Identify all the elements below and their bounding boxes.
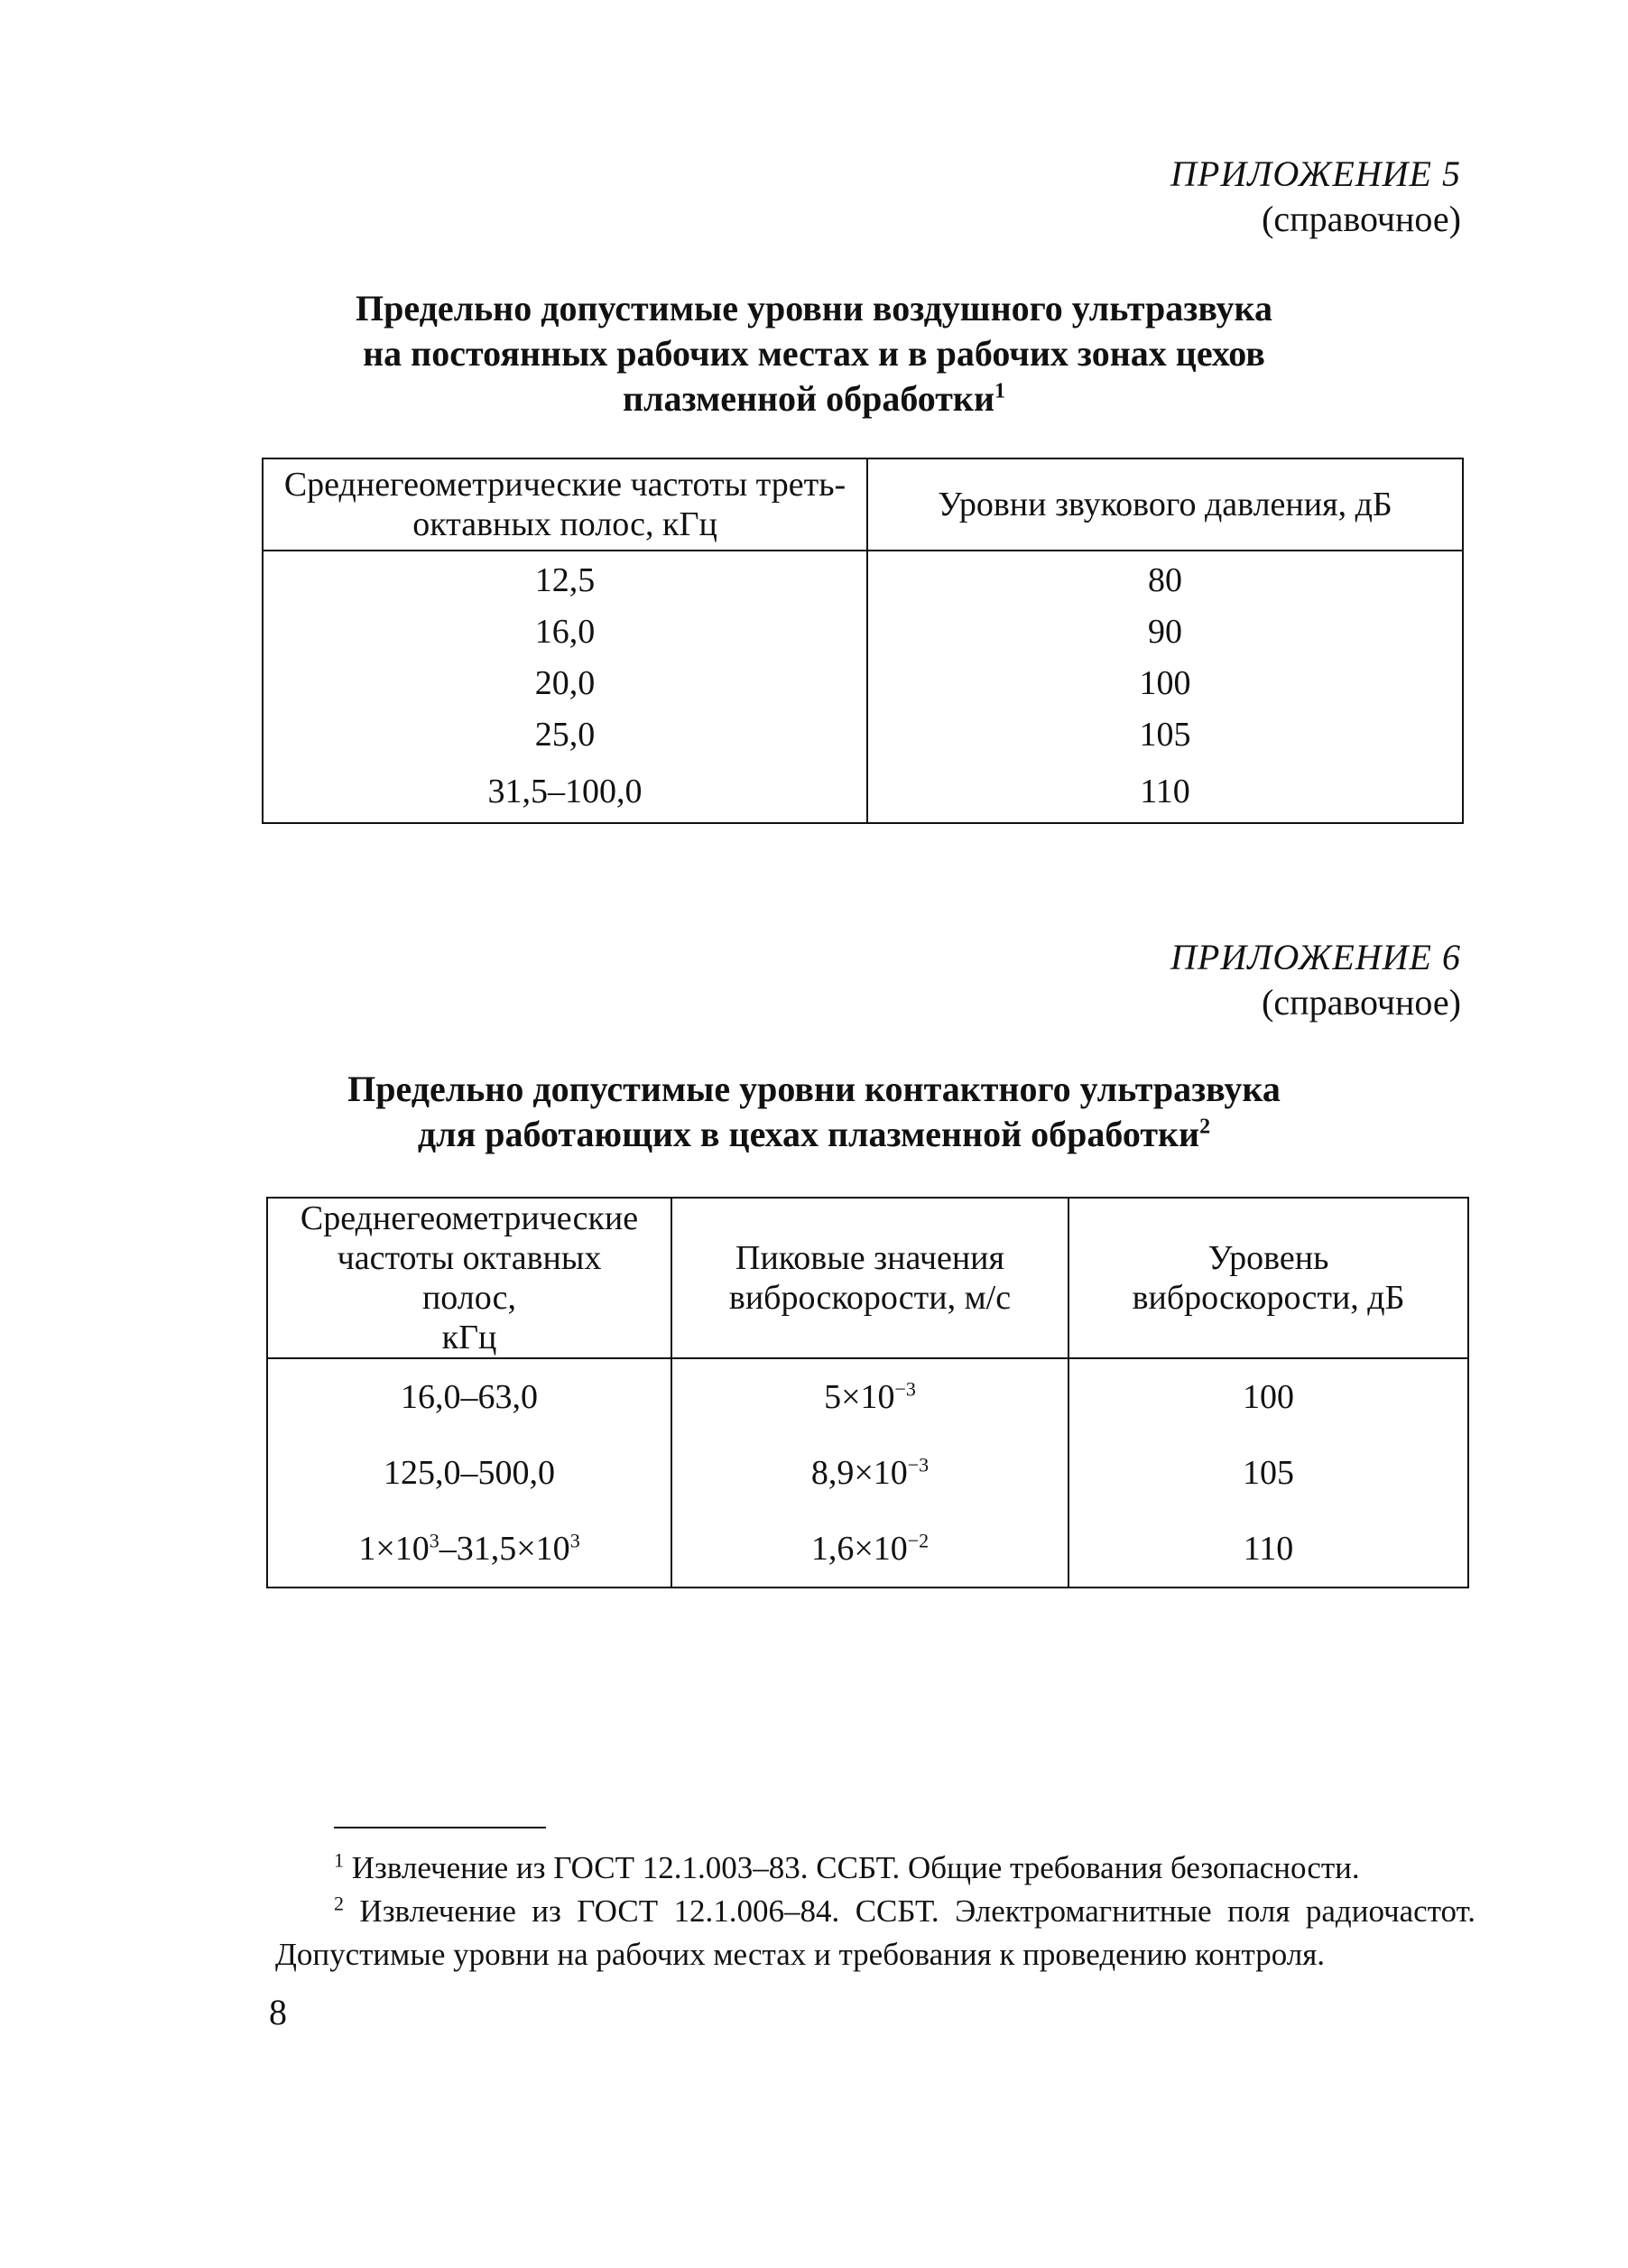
cell-frequency: 31,5–100,0 bbox=[263, 761, 867, 823]
peak-exponent: −3 bbox=[894, 1377, 916, 1401]
appendix-6-number: ПРИЛОЖЕНИЕ 6 bbox=[1170, 937, 1461, 977]
peak-exponent: −2 bbox=[907, 1529, 930, 1552]
footnote-2 bbox=[275, 1890, 1475, 1976]
table-header-row bbox=[263, 458, 1463, 551]
appendix-5-number: ПРИЛОЖЕНИЕ 5 bbox=[1170, 153, 1461, 194]
column-header-frequency bbox=[267, 1198, 671, 1358]
air-ultrasound-table bbox=[262, 458, 1464, 824]
appendix-5-kind: (справочное) bbox=[1262, 199, 1461, 239]
cell-level: 110 bbox=[867, 761, 1463, 823]
header-line: кГц bbox=[441, 1319, 497, 1356]
appendix-5-title-line-1: Предельно допустимые уровни воздушного ультразвука bbox=[356, 288, 1272, 329]
footnote-text: Извлечение из ГОСТ 12.1.006–84. ССБТ. Электромагнитные поля радиочастот. Допустимые уровни на рабочих местах и требования к проведению контроля. bbox=[275, 1893, 1475, 1972]
appendix-5-label bbox=[1170, 152, 1461, 242]
header-line: Среднегеометрические частоты треть- bbox=[283, 466, 846, 504]
page-number: 8 bbox=[269, 1992, 287, 2032]
column-header-pressure-level: Уровни звукового давления, дБ bbox=[867, 458, 1463, 551]
freq-exponent: 3 bbox=[569, 1529, 580, 1552]
appendix-5-title-line-3-text: плазменной обработки bbox=[622, 378, 995, 419]
appendix-6-title-line-2 bbox=[0, 1112, 1628, 1157]
freq-part: 16,0–63,0 bbox=[401, 1378, 538, 1416]
footnote-separator bbox=[334, 1827, 546, 1828]
table-row bbox=[267, 1358, 1468, 1435]
cell-level: 105 bbox=[867, 709, 1463, 761]
table-row bbox=[263, 658, 1463, 709]
cell-level: 105 bbox=[1068, 1435, 1468, 1511]
cell-frequency bbox=[267, 1358, 671, 1435]
header-line: виброскорости, дБ bbox=[1132, 1279, 1405, 1317]
footnote-ref-2: 2 bbox=[1199, 1115, 1211, 1139]
footnote-1 bbox=[275, 1847, 1475, 1890]
table-row bbox=[263, 606, 1463, 658]
peak-base: 8,9×10 bbox=[810, 1454, 908, 1492]
peak-exponent: −3 bbox=[907, 1453, 930, 1477]
column-header-frequency bbox=[263, 458, 867, 551]
column-header-velocity-level bbox=[1068, 1198, 1468, 1358]
header-line: Среднегеометрические bbox=[300, 1199, 639, 1237]
header-line: виброскорости, м/с bbox=[728, 1279, 1012, 1317]
contact-ultrasound-table bbox=[266, 1197, 1469, 1588]
table-row bbox=[263, 551, 1463, 606]
footnote-mark: 1 bbox=[334, 1848, 344, 1872]
table-row bbox=[267, 1511, 1468, 1588]
cell-level: 90 bbox=[867, 606, 1463, 658]
peak-base: 1,6×10 bbox=[810, 1530, 908, 1568]
cell-peak-velocity bbox=[671, 1511, 1068, 1588]
cell-frequency: 25,0 bbox=[263, 709, 867, 761]
table-row bbox=[263, 709, 1463, 761]
header-line: октавных полос, кГц bbox=[412, 505, 717, 543]
footnote-mark: 2 bbox=[334, 1892, 344, 1915]
cell-frequency: 12,5 bbox=[263, 551, 867, 606]
footnote-ref-1: 1 bbox=[994, 379, 1006, 403]
cell-level: 110 bbox=[1068, 1511, 1468, 1588]
appendix-6-title bbox=[0, 1067, 1628, 1157]
peak-base: 5×10 bbox=[824, 1378, 895, 1416]
cell-level: 100 bbox=[867, 658, 1463, 709]
freq-part: 125,0–500,0 bbox=[384, 1454, 555, 1492]
cell-peak-velocity bbox=[671, 1358, 1068, 1435]
appendix-6-label bbox=[1170, 935, 1461, 1025]
appendix-6-kind: (справочное) bbox=[1262, 982, 1461, 1023]
header-line: частоты октавных полос, bbox=[337, 1239, 602, 1317]
column-header-peak-velocity bbox=[671, 1198, 1068, 1358]
footnote-text: Извлечение из ГОСТ 12.1.003–83. ССБТ. Общие требования безопасности. bbox=[344, 1850, 1360, 1885]
cell-frequency: 16,0 bbox=[263, 606, 867, 658]
appendix-5-title bbox=[0, 286, 1628, 421]
appendix-6-title-line-2-text: для работающих в цехах плазменной обработки bbox=[417, 1114, 1200, 1154]
header-line: Пиковые значения bbox=[735, 1239, 1004, 1277]
table-header-row bbox=[267, 1198, 1468, 1358]
cell-frequency: 20,0 bbox=[263, 658, 867, 709]
appendix-6-title-line-1: Предельно допустимые уровни контактного ультразвука bbox=[347, 1069, 1281, 1109]
cell-peak-velocity bbox=[671, 1435, 1068, 1511]
table-row bbox=[263, 761, 1463, 823]
table-row bbox=[267, 1435, 1468, 1511]
cell-frequency bbox=[267, 1435, 671, 1511]
freq-part: –31,5×10 bbox=[439, 1530, 570, 1568]
freq-exponent: 3 bbox=[429, 1529, 439, 1552]
header-line: Уровень bbox=[1207, 1239, 1329, 1277]
cell-level: 100 bbox=[1068, 1358, 1468, 1435]
cell-frequency bbox=[267, 1511, 671, 1588]
cell-level: 80 bbox=[867, 551, 1463, 606]
appendix-5-title-line-2: на постоянных рабочих местах и в рабочих зонах цехов bbox=[363, 333, 1265, 374]
freq-part: 1×10 bbox=[358, 1530, 430, 1568]
appendix-5-title-line-3 bbox=[0, 376, 1628, 421]
footnotes bbox=[275, 1847, 1475, 1976]
